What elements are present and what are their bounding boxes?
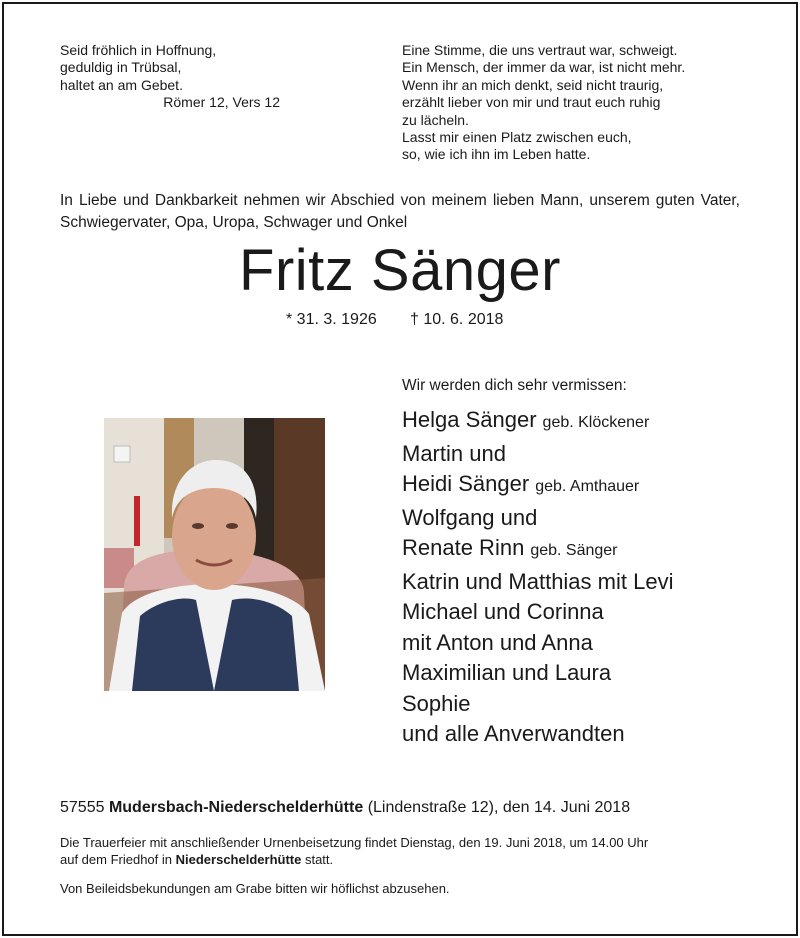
member-name: Michael und Corinna: [402, 599, 604, 624]
miss-text: Wir werden dich sehr vermissen:: [402, 377, 627, 394]
service-line-1: Die Trauerfeier mit anschließender Urnenbeisetzung findet Dienstag, den 19. Juni 2018, um 14.00 Uhr: [60, 835, 649, 850]
street-and-date: (Lindenstraße 12), den 14. Juni 2018: [367, 799, 631, 816]
maiden-name: geb. Amthauer: [535, 478, 640, 495]
family-member: [402, 597, 673, 628]
family-member: [402, 405, 673, 439]
poem-line: erzählt lieber von mir und traut euch ruhig: [402, 94, 661, 111]
member-name: Heidi Sänger: [402, 471, 530, 496]
verse-line: Seid fröhlich in Hoffnung,: [60, 42, 217, 58]
member-name: Martin und: [402, 440, 506, 466]
poem-line: Wenn ihr an mich denkt, seid nicht traurig,: [402, 76, 664, 93]
poem-line: zu lächeln.: [402, 111, 469, 128]
member-name: Renate Rinn: [402, 535, 525, 560]
family-list: [402, 405, 673, 750]
address-line: [60, 798, 630, 818]
poem-line: Ein Mensch, der immer da war, ist nicht mehr.: [402, 59, 686, 76]
poem-line: Eine Stimme, die uns vertraut war, schweigt.: [402, 42, 678, 58]
poem-line: Lasst mir einen Platz zwischen euch,: [402, 129, 632, 146]
death-date: † 10. 6. 2018: [410, 311, 504, 328]
place-name: Mudersbach-Niederschelderhütte: [108, 799, 364, 816]
deceased-name: Fritz Sänger: [239, 238, 561, 303]
family-member: [402, 567, 673, 598]
member-name: mit Anton und Anna: [402, 629, 593, 655]
condolence-note: Von Beileidsbekundungen am Grabe bitten wir höflichst abzusehen.: [60, 881, 450, 896]
member-name: Helga Sänger: [402, 407, 537, 432]
family-member: [402, 533, 673, 567]
zip-code: 57555: [60, 799, 105, 816]
service-line-2: [60, 851, 648, 868]
family-member: [402, 689, 673, 720]
verse-line: haltet an am Gebet.: [60, 76, 183, 93]
family-member: [402, 469, 673, 503]
member-name: Katrin und Matthias mit Levi: [402, 568, 674, 594]
service-line-2-post: statt.: [304, 852, 334, 867]
verse-line: geduldig in Trübsal,: [60, 59, 182, 76]
family-member: [402, 439, 673, 470]
portrait-photo: [104, 418, 325, 691]
birth-date: * 31. 3. 1926: [286, 311, 377, 328]
cemetery-place: Niederschelderhütte: [175, 852, 302, 867]
service-line-2-pre: auf dem Friedhof in: [60, 852, 173, 867]
maiden-name: geb. Sänger: [530, 542, 618, 559]
family-member: [402, 719, 673, 750]
poem: [402, 42, 685, 164]
member-name: Maximilian und Laura: [402, 660, 612, 685]
verse-reference: Römer 12, Vers 12: [163, 94, 280, 111]
family-member: [402, 503, 673, 534]
service-info: [60, 834, 648, 868]
poem-line: so, wie ich ihn im Leben hatte.: [402, 146, 591, 163]
family-member: [402, 658, 673, 689]
intro-text: In Liebe und Dankbarkeit nehmen wir Abschied von meinem lieben Mann, unserem guten Vater, Schwiegervater, Opa, Uropa, Schwager und Onkel: [60, 192, 740, 231]
maiden-name: geb. Klöckener: [542, 414, 650, 431]
member-name: Wolfgang und: [402, 504, 538, 530]
member-name: Sophie: [402, 690, 471, 716]
bible-verse: [60, 42, 280, 112]
member-name: und alle Anverwandten: [402, 721, 625, 746]
family-member: [402, 628, 673, 659]
